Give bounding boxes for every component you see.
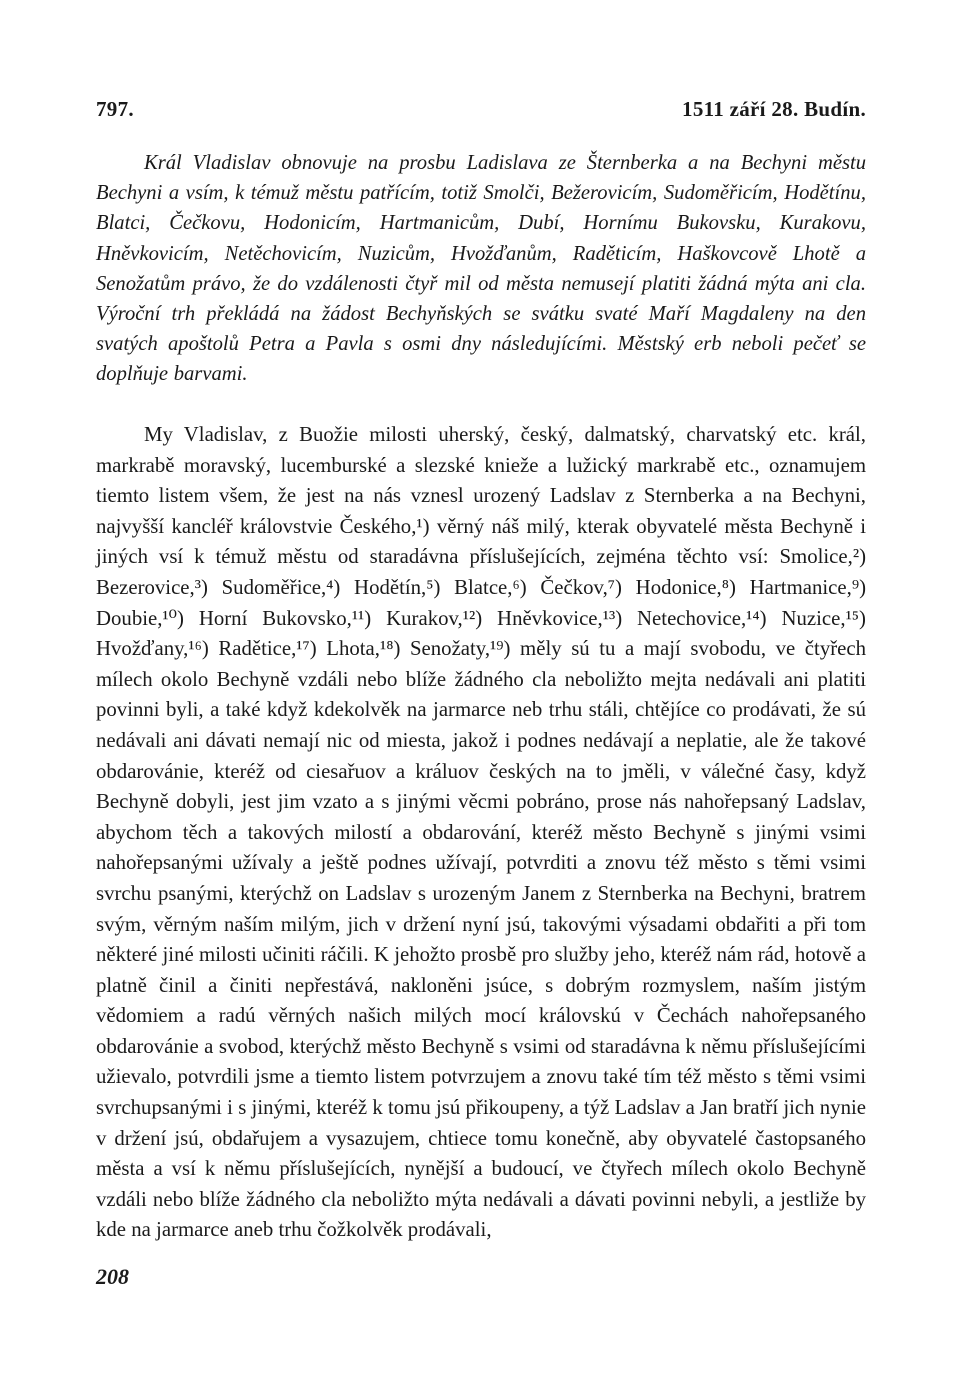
- charter-text: My Vladislav, z Buožie milosti uherský, český, dalmatský, charvatský etc. král, markrabě moravský, lucemburské a slezské knieže a lužický markrabě etc., oznamujem tiemto listem všem, že jest na nás vznesl urozený Ladslav z Sternberka a na Bechyni, najvyšší kancléř královstvie Českého,¹) věrný náš milý, kterak obyvatelé města Bechyně i jiných vsí k témuž městu od staradávna příslušejících, zejména těchto vsí: Smolice,²) Bezerovice,³) Sudoměřice,⁴) Hodětín,⁵) Blatce,⁶) Čečkov,⁷) Hodonice,⁸) Hartmanice,⁹) Doubie,¹⁰) Horní Bukovsko,¹¹) Kurakov,¹²) Hněvkovice,¹³) Netechovice,¹⁴) Nuzice,¹⁵) Hvožďany,¹⁶) Radětice,¹⁷) Lhota,¹⁸) Senožaty,¹⁹) měly sú tu a mají svobodu, ve čtyřech mílech okolo Bechyně vzdáli nebo blíže žádného cla neboližto mejta nedávali ani platiti povinni byli, a také když kdekolvěk na jarmarce neb trhu stáli, chtějíce co prodávati, že sú nedávali ani dávati nemají nic od miesta, jakož i podnes nedávají a neplatie, ale že takové obdarovánie, kteréž od ciesařuov a králuov českých na to jměli, v válečné časy, když Bechyně dobyli, jest jim vzato a s jinými věcmi pobráno, prose nás nahořepsaný Ladslav, abychom těch a takových milostí a obdarování, kteréž město Bechyně s jinými vsimi nahořepsanými užívaly a ještě podnes užívají, potvrditi a znovu též město s těmi vsimi svrchu psanými, kterýchž on Ladslav s urozeným Janem z Sternberka na Bechyni, bratrem svým, věrným naším milým, jich v držení nyní jsú, takovými výsadami obdařiti a při tom některé jiné milosti učiniti ráčili. K jehožto prosbě pro služby jeho, kteréž nám rád, hotově a platně činil a činiti nepřestává, nakloněni jsúce, s dobrým rozmyslem, naším jistým vědomiem a radú věrných našich milých mocí královskú v Čechách nahořepsaného obdarovánie a svobod, kterýchž město Bechyně s vsimi od staradávna k němu příslušejícími užievalo, potvrdili jsme a tiemto listem potvrzujem a znovu také tím též město s těmi vsimi svrchupsanými i s jinými, kteréž k tomu jsú přikoupeny, a týž Ladslav a Jan bratří jich nynie v držení jsú, obdařujem a vysazujem, chtiece tomu konečně, aby obyvatelé častopsaného města a vsí k němu příslušejících, nynější a budoucí, ve čtyřech mílech okolo Bechyně vzdáli nebo blíže žádného cla neboližto mýta nedávali a dávati povinni nebyli, a jestliže by kde na jarmarce aneb trhu čožkolvěk prodávali,: [96, 423, 866, 1242]
- regest-summary: Král Vladislav obnovuje na prosbu Ladislava ze Šternberka a na Bechyni městu Bechyni a vsím, k témuž městu patřícím, totiž Smolči, Bežerovicím, Sudoměřicím, Hodětínu, Blatci, Čečkovu, Hodonicím, Hartmanicům, Dubí, Hornímu Bukovsku, Kurakovu, Hněvkovicím, Netěchovicím, Nuzicům, Hvožďanům, Raděticím, Haškovcově Lhotě a Senožatům právo, že do vzdálenosti čtyř mil od města nemusejí platiti žádná mýta ani cla. Výroční trh překládá na žádost Bechyňských se svátku svaté Maří Magdaleny na den svatých apoštolů Petra a Pavla s osmi dny následujícími. Městský erb neboli pečeť se doplňuje barvami.: [96, 152, 866, 386]
- date-place: 1511 září 28. Budín.: [682, 97, 866, 121]
- page-header: [96, 97, 866, 127]
- document-number: 797.: [96, 97, 134, 121]
- page-number: 208: [96, 1264, 129, 1289]
